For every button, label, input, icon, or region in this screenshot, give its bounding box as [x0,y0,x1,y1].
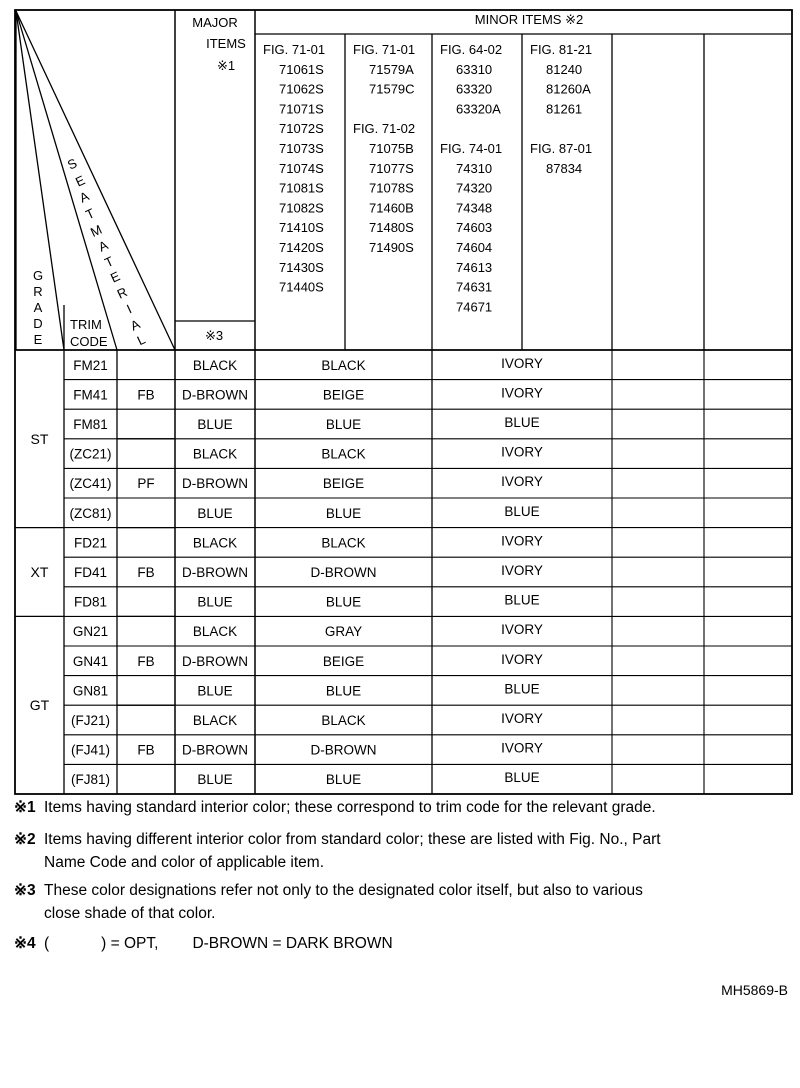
seat-material-letter: E [72,172,88,190]
seat-material-label: FB [137,742,155,758]
part-code: 81260A [546,81,591,97]
part-code: 71480S [369,220,414,236]
major-color-cell: D-BROWN [182,565,248,580]
seat-material-label: FB [137,387,155,403]
seat-material-letter: M [88,221,105,241]
major-color-cell: D-BROWN [182,476,248,492]
trim-code-cell: FM41 [73,387,108,403]
part-code: 71072S [279,121,324,137]
part-code: 71579A [369,61,414,77]
header-diagonal [16,11,117,350]
figure-number: FIG. 71-02 [353,121,416,137]
footnote-4-close: ) = OPT, [101,935,159,952]
major-color-cell: D-BROWN [182,653,248,669]
part-code: 74613 [456,259,493,275]
major-color-cell: BLACK [192,713,238,728]
table-row [69,445,542,462]
part-code: 74348 [456,200,493,216]
minor-items-columns [263,42,592,314]
major-color-cell: BLACK [192,357,238,373]
minor-color-cell-a: BLACK [321,446,366,462]
footnote-4-open: ( [44,935,50,952]
minor-color-cell-a: BEIGE [322,387,365,403]
minor-color-cell-b: IVORY [501,711,543,726]
minor-color-cell-b: IVORY [501,622,543,638]
minor-items-header: MINOR ITEMS ※2 [474,12,584,27]
seat-material-label: PF [137,476,155,492]
minor-color-cell-a: BEIGE [322,476,365,492]
part-code: 71490S [369,240,414,255]
part-code: 71071S [279,101,324,117]
minor-color-cell-b: BLUE [504,503,540,519]
major-color-cell: BLUE [197,594,233,610]
trim-code-cell: (FJ21) [70,713,111,728]
minor-color-cell-a: GRAY [324,624,363,640]
figure-number: FIG. 71-01 [353,42,416,57]
table-row [73,681,540,698]
major-color-cell: BLUE [197,417,233,432]
grade-header-letter: R [33,284,43,299]
part-code: 63320A [456,101,501,117]
major-color-cell: D-BROWN [182,742,248,758]
part-code: 71440S [279,279,324,295]
footnote-1 [14,796,794,819]
minor-color-cell-b: IVORY [501,740,543,756]
trim-code-cell: GN41 [72,653,109,669]
part-code: 71073S [279,141,324,156]
part-code: 74603 [456,220,493,236]
footnote-3 [14,879,794,925]
trim-code-cell: (ZC41) [69,476,112,492]
minor-color-cell-a: BLUE [325,505,362,521]
part-code: 71420S [279,240,324,255]
part-code: 74320 [456,180,493,196]
trim-code-cell: FD81 [73,594,108,610]
footnote-3-text-a: These color designations refer not only to the designated color itself, but also to various [44,882,643,899]
part-code: 71082S [279,200,324,216]
minor-color-cell-b: IVORY [501,651,543,667]
part-code: 74310 [456,160,493,176]
footnote-2 [14,828,794,874]
trim-code-cell: FM81 [73,417,108,432]
seat-material-letter: R [114,284,130,302]
grade-label: XT [30,564,49,580]
major-color-cell: BLUE [197,505,233,521]
major-items-header-line2: ITEMS [206,36,246,51]
major-color-cell: BLACK [192,535,238,551]
minor-color-cell-a: BLUE [325,594,362,610]
table-row [71,711,543,728]
part-code: 71061S [279,61,324,77]
major-items-header-line1: MAJOR [192,15,238,30]
seat-material-letter: L [134,331,148,349]
table-row [71,770,540,787]
minor-color-cell-a: D-BROWN [310,565,377,580]
trim-code-cell: FD41 [73,565,108,580]
minor-color-cell-b: IVORY [501,385,543,401]
footnote-1-text: Items having standard interior color; these correspond to trim code for the relevant grade. [44,799,656,816]
part-code: 71077S [369,160,414,176]
footnote-1-mark: ※1 [14,799,36,816]
document-code: MH5869-B [721,982,788,998]
trim-code-cell: (FJ81) [70,772,111,788]
major-items-header-mark: ※1 [216,58,236,73]
major-color-cell: D-BROWN [182,387,248,403]
minor-color-cell-b: IVORY [501,563,543,578]
minor-color-cell-a: BLACK [321,713,366,728]
minor-color-cell-b: IVORY [501,533,543,549]
grade-header-letter: D [33,316,43,331]
footnote-4 [14,932,794,955]
seat-material-letter: A [127,316,143,334]
figure-number: FIG. 64-02 [440,42,503,57]
trim-code-header-line1: TRIM [70,317,102,332]
part-code: 71460B [369,200,414,216]
minor-color-cell-a: BLUE [325,683,362,699]
minor-color-cell-b: BLUE [504,592,540,608]
figure-number: FIG. 71-01 [263,42,326,57]
minor-color-cell-b: IVORY [501,444,543,460]
grade-label: ST [30,430,49,447]
seat-material-letter: S [64,155,80,173]
table-body [30,356,543,787]
part-code: 74631 [456,279,493,295]
figure-number: FIG. 81-21 [530,42,593,57]
minor-color-cell-b: IVORY [501,474,543,490]
trim-code-cell: (ZC81) [69,505,112,521]
part-code: 87834 [546,160,583,176]
trim-code-cell: GN81 [72,683,109,699]
grade-label: GT [29,697,50,714]
part-code: 71410S [279,220,324,236]
seat-material-letter: T [83,205,97,223]
part-code: 74671 [456,299,493,315]
major-color-cell: BLACK [192,624,238,640]
major-color-cell: BLUE [197,772,233,788]
seat-material-letter: A [76,188,92,206]
table-row [73,622,543,639]
part-code: 74604 [456,240,493,255]
grade-header-letter: A [33,300,43,315]
part-code: 71579C [369,81,415,97]
table-row [73,356,543,373]
grade-header [33,268,43,347]
minor-color-cell-a: BLUE [325,417,362,432]
minor-color-cell-a: BLACK [321,535,366,551]
part-code: 71078S [369,180,414,196]
seat-material-label: FB [137,653,155,669]
footnote-2-mark: ※2 [14,831,36,848]
footnote-2-text-a: Items having different interior color from standard color; these are listed with Fig. No., Part [44,831,661,848]
minor-color-cell-a: BLUE [325,772,362,788]
minor-color-cell-a: D-BROWN [310,742,377,758]
trim-code-cell: GN21 [72,624,109,640]
part-code: 71062S [279,81,324,97]
table-row [73,415,539,432]
minor-color-cell-b: BLUE [504,681,540,697]
table-row [69,504,539,521]
seat-material-letter: A [95,237,111,255]
minor-color-cell-a: BEIGE [322,653,365,669]
figure-number: FIG. 74-01 [440,141,503,156]
trim-code-cell: FD21 [73,535,108,551]
table-row [74,593,540,610]
part-code: 81240 [546,61,583,77]
trim-code-cell: (ZC21) [69,446,112,462]
seat-material-letter: T [102,253,116,271]
part-code: 71081S [279,180,324,196]
footnote-3-text-b: close shade of that color. [44,905,216,922]
minor-color-cell-b: BLUE [504,415,540,430]
major-color-cell: BLACK [192,446,238,462]
seat-material-label: FB [137,565,155,580]
trim-code-cell: (FJ41) [70,742,111,758]
part-code: 71075B [369,141,414,156]
part-code: 63310 [456,61,493,77]
trim-code-cell: FM21 [73,357,108,373]
footnote-3-mark: ※3 [14,882,36,899]
part-code: 81261 [546,101,583,117]
figure-number: FIG. 87-01 [530,141,593,156]
seat-material-letter: E [107,268,123,286]
part-code: 71074S [279,160,324,176]
major-note-mark: ※3 [204,328,224,343]
minor-color-cell-a: BLACK [321,357,366,373]
footnote-2-text-b: Name Code and color of applicable item. [44,854,325,871]
part-code: 71430S [279,259,324,275]
part-code: 63320 [456,81,493,97]
grade-header-letter: E [33,332,43,347]
major-color-cell: BLUE [197,683,233,699]
grade-header-letter: G [32,268,44,283]
footnote-4-mark: ※4 [14,935,36,952]
table-row [74,533,543,550]
seat-material-letter: I [124,301,134,317]
minor-color-cell-b: BLUE [504,770,540,786]
minor-color-cell-b: IVORY [501,355,543,371]
footnote-4-dbrown: D-BROWN = DARK BROWN [192,935,393,952]
trim-code-header-line2: CODE [70,334,108,349]
